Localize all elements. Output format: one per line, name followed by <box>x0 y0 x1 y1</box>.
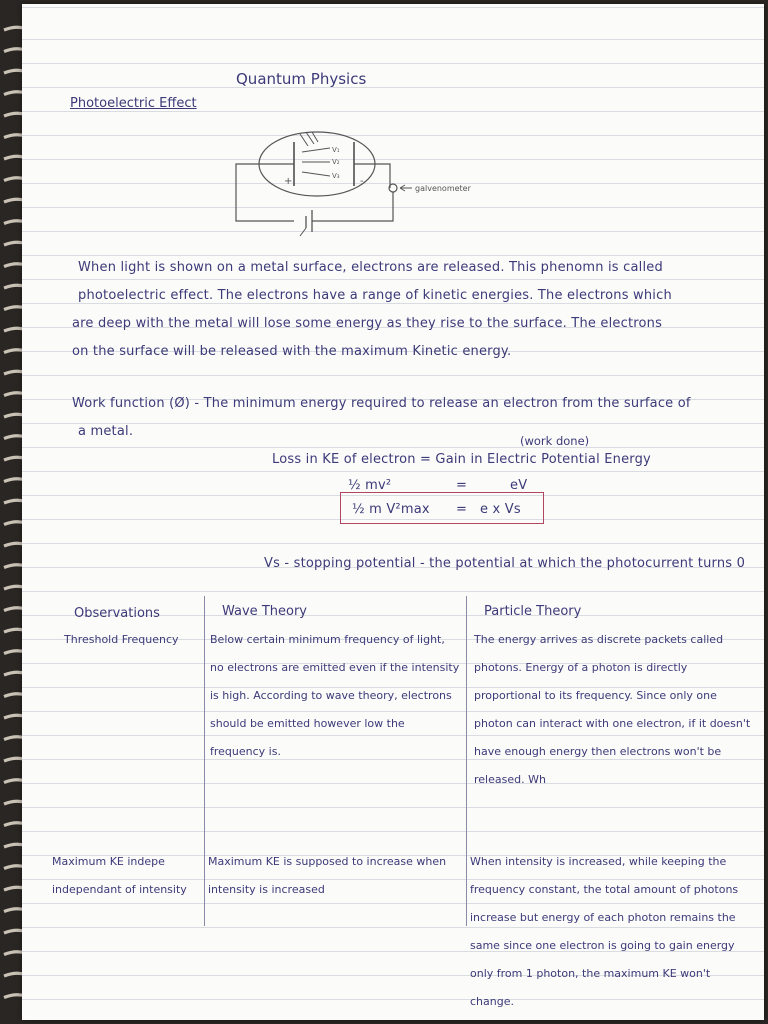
stopping-potential-definition: Vs - stopping potential - the potential at which the photocurrent turns 0 <box>264 556 746 571</box>
diagram-label-v3: V₃ <box>332 172 340 180</box>
table-header-observations: Observations <box>74 606 160 621</box>
paragraph-line-4: on the surface will be released with the maximum Kinetic energy. <box>72 344 512 359</box>
diagram-label-v1: V₁ <box>332 146 340 154</box>
paragraph-line-3: are deep with the metal will lose some energy as they rise to the surface. The electrons <box>72 316 663 331</box>
equation-right: eV <box>510 478 528 493</box>
column-divider-2 <box>466 596 467 926</box>
work-function-line-1: Work function (Ø) - The minimum energy required to release an electron from the surface of <box>72 396 691 411</box>
row1-wave-theory: Below certain minimum frequency of light, no electrons are emitted even if the intensity is high. According to wave theory, electrons should be emitted however low the frequency is. <box>210 633 460 758</box>
boxed-formula-equals: = <box>456 502 468 517</box>
boxed-formula-left: ½ m V²max <box>352 502 430 517</box>
work-done-note: (work done) <box>520 434 590 448</box>
diagram-label-v2: V₂ <box>332 158 340 166</box>
row2-wave-theory: Maximum KE is supposed to increase when intensity is increased <box>208 855 447 896</box>
page-title: Quantum Physics <box>236 70 367 88</box>
table-header-particle-theory: Particle Theory <box>484 604 582 619</box>
equation-equals: = <box>456 478 468 493</box>
row2-particle-theory: When intensity is increased, while keeping the frequency constant, the total amount of photons increase but energy of each photon remains the same since one electron is going to gain energy only from 1 photon, the maximum KE won't change. <box>470 855 739 1008</box>
row2-observation: Maximum KE indepe independant of intensity <box>52 855 187 896</box>
equation-line-1: Loss in KE of electron = Gain in Electric Potential Energy <box>272 452 651 467</box>
section-heading: Photoelectric Effect <box>70 96 197 111</box>
row1-observation: Threshold Frequency <box>64 633 179 646</box>
diagram-plus: + <box>284 176 293 187</box>
boxed-formula-right: e x Vs <box>480 502 521 517</box>
work-function-line-2: a metal. <box>78 424 134 439</box>
photoelectric-circuit-diagram <box>222 124 542 254</box>
table-header-wave-theory: Wave Theory <box>222 604 307 619</box>
galvanometer-label: galvenometer <box>415 184 471 193</box>
diagram-minus: - <box>360 176 364 187</box>
notebook-page <box>22 4 764 1020</box>
row1-particle-theory: The energy arrives as discrete packets called photons. Energy of a photon is directly proportional to its frequency. Since only one photon can interact with one electron, if it doesn't have enough energy then electrons won't be released. Wh <box>474 633 751 786</box>
paragraph-line-2: photoelectric effect. The electrons have a range of kinetic energies. The electrons which <box>78 288 672 303</box>
paragraph-line-1: When light is shown on a metal surface, electrons are released. This phenomn is called <box>78 260 663 275</box>
equation-left: ½ mv² <box>348 478 392 493</box>
column-divider-1 <box>204 596 205 926</box>
